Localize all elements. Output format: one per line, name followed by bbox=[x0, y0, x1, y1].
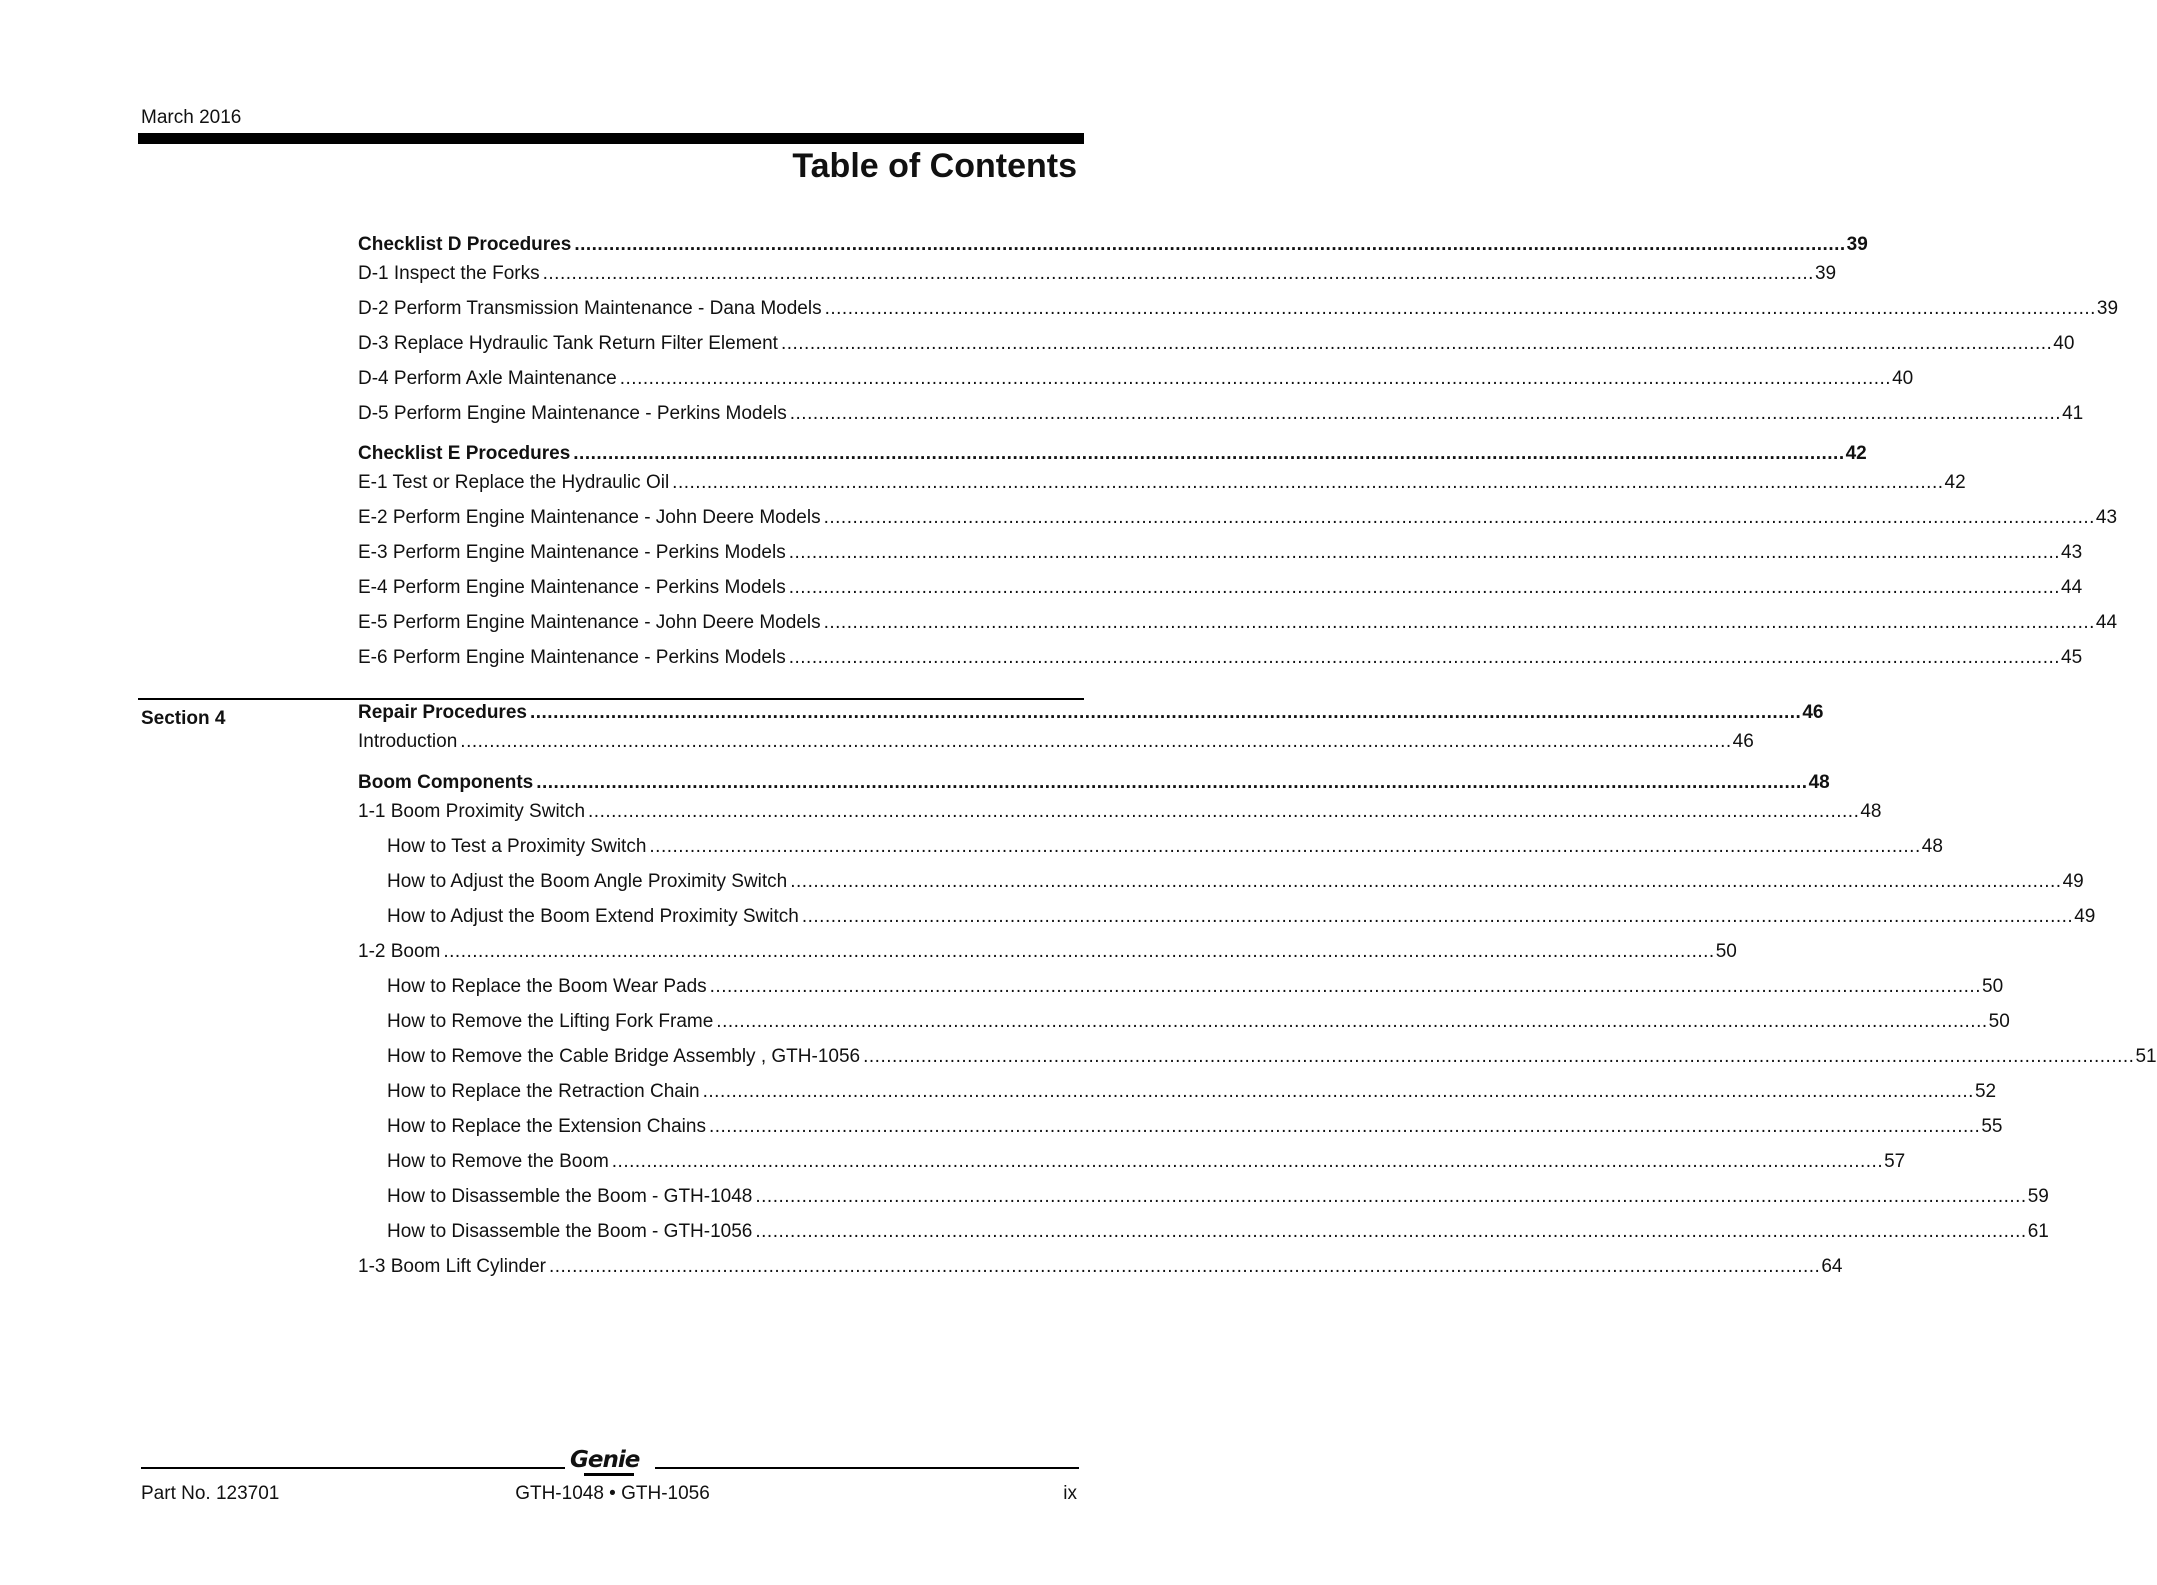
toc-dot-leader: ............................................................................................................................................................................................................................ bbox=[801, 906, 2074, 927]
toc-entry-page: 50 bbox=[1988, 1011, 2010, 1032]
toc-entry[interactable] bbox=[358, 542, 2083, 568]
toc-entry[interactable] bbox=[358, 871, 2084, 897]
toc-entry-title: E-6 Perform Engine Maintenance - Perkins Models bbox=[358, 647, 786, 668]
toc-entry-page: 44 bbox=[2095, 612, 2118, 633]
toc-entry-page: 57 bbox=[1884, 1151, 1906, 1172]
toc-entry-page: 39 bbox=[1814, 263, 1837, 284]
toc-entry[interactable] bbox=[358, 1046, 2157, 1072]
toc-entry-page: 43 bbox=[2061, 542, 2083, 563]
toc-entry[interactable] bbox=[358, 472, 1966, 498]
toc-dot-leader: ............................................................................................................................................................................................................................ bbox=[790, 871, 2062, 892]
toc-entry[interactable] bbox=[358, 577, 2083, 603]
toc-entry-page: 49 bbox=[2074, 906, 2096, 927]
toc-entry-page: 42 bbox=[1944, 472, 1966, 493]
toc-entry-page: 45 bbox=[2061, 647, 2083, 668]
footer-part-number: Part No. 123701 bbox=[141, 1483, 280, 1504]
toc-entry-page: 40 bbox=[1892, 368, 1914, 389]
toc-entry-page: 43 bbox=[2095, 507, 2118, 528]
toc-dot-leader: ............................................................................................................................................................................................................................ bbox=[548, 1256, 1821, 1277]
toc-entry-title: D-5 Perform Engine Maintenance - Perkins Models bbox=[358, 403, 787, 424]
toc-entry-page: 59 bbox=[2027, 1186, 2049, 1207]
toc-entry[interactable] bbox=[358, 612, 2118, 638]
toc-dot-leader: ............................................................................................................................................................................................................................ bbox=[755, 1221, 2027, 1242]
section-divider bbox=[138, 698, 1084, 700]
toc-entry-title: How to Adjust the Boom Angle Proximity Switch bbox=[387, 871, 788, 892]
toc-dot-leader: ............................................................................................................................................................................................................................ bbox=[611, 1151, 1884, 1172]
toc-entry[interactable] bbox=[358, 1151, 1906, 1177]
toc-dot-leader: ............................................................................................................................................................................................................................ bbox=[708, 1116, 1981, 1137]
footer-rule-left bbox=[141, 1467, 565, 1469]
toc-entry[interactable] bbox=[358, 443, 1867, 469]
toc-dot-leader: ............................................................................................................................................................................................................................ bbox=[788, 647, 2061, 668]
toc-entry-title: D-1 Inspect the Forks bbox=[358, 263, 540, 284]
genie-logo bbox=[570, 1447, 650, 1479]
toc-dot-leader: ............................................................................................................................................................................................................................ bbox=[755, 1186, 2027, 1207]
toc-entry-page: 39 bbox=[1846, 234, 1868, 255]
toc-dot-leader: ............................................................................................................................................................................................................................ bbox=[780, 333, 2053, 354]
toc-entry-title: Repair Procedures bbox=[358, 702, 527, 723]
toc-entry-page: 48 bbox=[1860, 801, 1882, 822]
toc-entry-title: How to Adjust the Boom Extend Proximity Switch bbox=[387, 906, 799, 927]
toc-entry-title: 1-2 Boom bbox=[358, 941, 441, 962]
toc-dot-leader: ............................................................................................................................................................................................................................ bbox=[574, 234, 1846, 255]
toc-entry[interactable] bbox=[358, 298, 2119, 324]
page-title: Table of Contents bbox=[792, 147, 1077, 185]
toc-entry-page: 48 bbox=[1808, 772, 1830, 793]
header-bar bbox=[138, 133, 1084, 144]
toc-entry-page: 50 bbox=[1715, 941, 1737, 962]
toc-dot-leader: ............................................................................................................................................................................................................................ bbox=[542, 263, 1814, 284]
toc-entry[interactable] bbox=[358, 1011, 2010, 1037]
toc-entry[interactable] bbox=[358, 507, 2118, 533]
toc-entry[interactable] bbox=[358, 1256, 1843, 1282]
toc-entry-title: Boom Components bbox=[358, 772, 534, 793]
toc-dot-leader: ............................................................................................................................................................................................................................ bbox=[443, 941, 1715, 962]
toc-entry-title: Checklist E Procedures bbox=[358, 443, 571, 464]
toc-entry[interactable] bbox=[358, 1081, 1997, 1107]
toc-entry-page: 48 bbox=[1921, 836, 1943, 857]
toc-entry-page: 52 bbox=[1974, 1081, 1997, 1102]
toc-dot-leader: ............................................................................................................................................................................................................................ bbox=[709, 976, 1981, 997]
toc-entry[interactable] bbox=[358, 234, 1868, 260]
toc-entry-title: E-1 Test or Replace the Hydraulic Oil bbox=[358, 472, 670, 493]
toc-entry-page: 55 bbox=[1981, 1116, 2003, 1137]
toc-entry-page: 40 bbox=[2053, 333, 2075, 354]
logo-underline bbox=[584, 1473, 634, 1476]
toc-entry-page: 39 bbox=[2096, 298, 2119, 319]
toc-dot-leader: ............................................................................................................................................................................................................................ bbox=[649, 836, 1921, 857]
toc-entry[interactable] bbox=[358, 1186, 2049, 1212]
toc-entry-title: 1-1 Boom Proximity Switch bbox=[358, 801, 586, 822]
toc-dot-leader: ............................................................................................................................................................................................................................ bbox=[529, 702, 1802, 723]
toc-entry-title: Introduction bbox=[358, 731, 458, 752]
header-date: March 2016 bbox=[141, 107, 242, 128]
toc-entry[interactable] bbox=[358, 263, 1837, 289]
toc-entry-title: How to Replace the Extension Chains bbox=[387, 1116, 706, 1137]
toc-entry-page: 64 bbox=[1821, 1256, 1843, 1277]
toc-entry-page: 46 bbox=[1802, 702, 1824, 723]
toc-dot-leader: ............................................................................................................................................................................................................................ bbox=[460, 731, 1732, 752]
toc-dot-leader: ............................................................................................................................................................................................................................ bbox=[702, 1081, 1974, 1102]
toc-entry-title: D-4 Perform Axle Maintenance bbox=[358, 368, 617, 389]
toc-entry[interactable] bbox=[358, 702, 1824, 728]
toc-entry-title: D-3 Replace Hydraulic Tank Return Filter Element bbox=[358, 333, 778, 354]
toc-entry-page: 42 bbox=[1845, 443, 1867, 464]
toc-entry[interactable] bbox=[358, 333, 2075, 359]
toc-entry-title: How to Replace the Boom Wear Pads bbox=[387, 976, 707, 997]
toc-entry-title: How to Disassemble the Boom - GTH-1056 bbox=[387, 1221, 753, 1242]
toc-dot-leader: ............................................................................................................................................................................................................................ bbox=[619, 368, 1892, 389]
toc-dot-leader: ............................................................................................................................................................................................................................ bbox=[588, 801, 1860, 822]
toc-entry-title: How to Remove the Cable Bridge Assembly , GTH-1056 bbox=[387, 1046, 861, 1067]
toc-entry-title: How to Replace the Retraction Chain bbox=[387, 1081, 700, 1102]
section-label: Section 4 bbox=[141, 708, 226, 729]
toc-entry[interactable] bbox=[358, 1116, 2003, 1142]
toc-dot-leader: ............................................................................................................................................................................................................................ bbox=[789, 403, 2062, 424]
toc-entry[interactable] bbox=[358, 976, 2004, 1002]
toc-entry-page: 46 bbox=[1732, 731, 1754, 752]
toc-entry-page: 44 bbox=[2061, 577, 2083, 598]
toc-entry[interactable] bbox=[358, 772, 1830, 798]
footer-models: GTH-1048 • GTH-1056 bbox=[515, 1483, 710, 1504]
toc-dot-leader: ............................................................................................................................................................................................................................ bbox=[823, 612, 2095, 633]
toc-entry-title: How to Disassemble the Boom - GTH-1048 bbox=[387, 1186, 753, 1207]
toc-entry[interactable] bbox=[358, 647, 2083, 673]
toc-entry[interactable] bbox=[358, 731, 1754, 757]
logo-text: Genie bbox=[570, 1447, 640, 1473]
toc-entry-title: Checklist D Procedures bbox=[358, 234, 572, 255]
toc-entry[interactable] bbox=[358, 1221, 2049, 1247]
toc-entry-title: How to Remove the Lifting Fork Frame bbox=[387, 1011, 714, 1032]
toc-dot-leader: ............................................................................................................................................................................................................................ bbox=[823, 507, 2095, 528]
toc-entry[interactable] bbox=[358, 403, 2084, 429]
toc-entry-title: E-4 Perform Engine Maintenance - Perkins Models bbox=[358, 577, 786, 598]
toc-dot-leader: ............................................................................................................................................................................................................................ bbox=[573, 443, 1845, 464]
toc-entry-page: 49 bbox=[2062, 871, 2084, 892]
toc-entry[interactable] bbox=[358, 941, 1737, 967]
toc-entry-title: E-2 Perform Engine Maintenance - John Deere Models bbox=[358, 507, 821, 528]
toc-entry[interactable] bbox=[358, 801, 1882, 827]
toc-dot-leader: ............................................................................................................................................................................................................................ bbox=[788, 577, 2061, 598]
toc-dot-leader: ............................................................................................................................................................................................................................ bbox=[863, 1046, 2135, 1067]
toc-dot-leader: ............................................................................................................................................................................................................................ bbox=[788, 542, 2061, 563]
footer-page-number: ix bbox=[1063, 1483, 1077, 1504]
toc-entry-page: 61 bbox=[2027, 1221, 2049, 1242]
toc-entry[interactable] bbox=[358, 906, 2096, 932]
toc-entry-title: How to Test a Proximity Switch bbox=[387, 836, 647, 857]
toc-entry-title: D-2 Perform Transmission Maintenance - Dana Models bbox=[358, 298, 822, 319]
toc-entry-page: 51 bbox=[2135, 1046, 2157, 1067]
toc-dot-leader: ............................................................................................................................................................................................................................ bbox=[716, 1011, 1988, 1032]
toc-entry-page: 50 bbox=[1982, 976, 2004, 997]
toc-entry[interactable] bbox=[358, 836, 1943, 862]
toc-entry-page: 41 bbox=[2062, 403, 2084, 424]
toc-dot-leader: ............................................................................................................................................................................................................................ bbox=[672, 472, 1944, 493]
toc-entry-title: E-5 Perform Engine Maintenance - John Deere Models bbox=[358, 612, 821, 633]
toc-dot-leader: ............................................................................................................................................................................................................................ bbox=[824, 298, 2096, 319]
toc-entry-title: How to Remove the Boom bbox=[387, 1151, 609, 1172]
toc-entry-title: 1-3 Boom Lift Cylinder bbox=[358, 1256, 546, 1277]
footer-rule-right bbox=[655, 1467, 1079, 1469]
toc-entry[interactable] bbox=[358, 368, 1914, 394]
toc-entry-title: E-3 Perform Engine Maintenance - Perkins Models bbox=[358, 542, 786, 563]
toc-dot-leader: ............................................................................................................................................................................................................................ bbox=[536, 772, 1808, 793]
